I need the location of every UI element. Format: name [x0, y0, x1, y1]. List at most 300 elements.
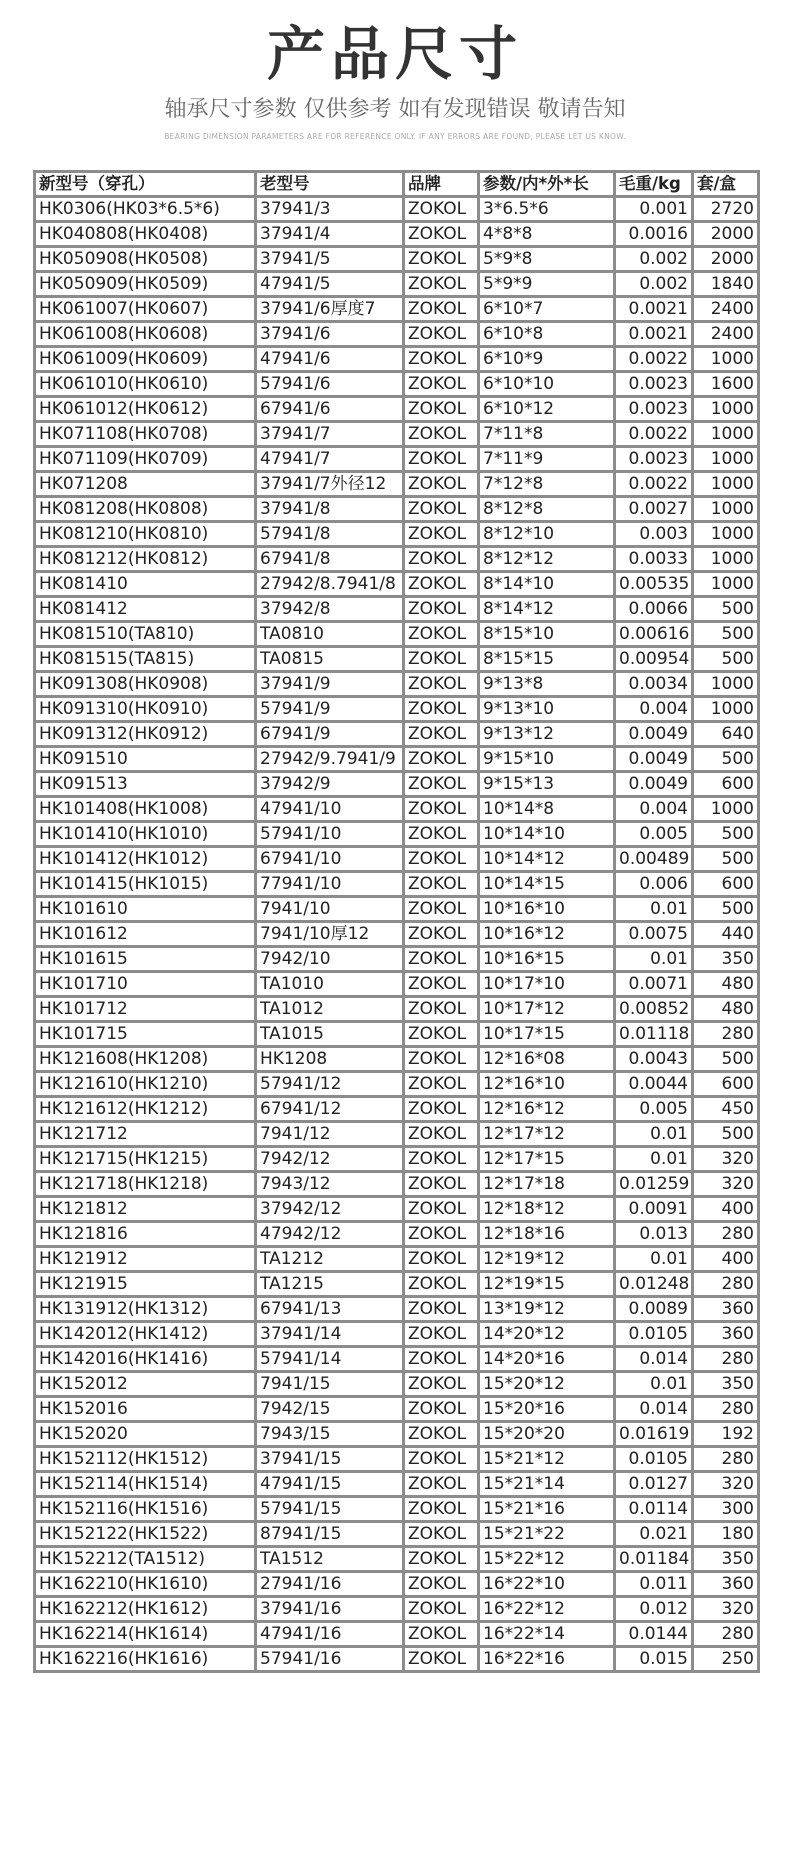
weight-cell: 0.0023: [615, 447, 693, 472]
weight-cell: 0.014: [615, 1347, 693, 1372]
brand-cell: ZOKOL: [404, 1372, 479, 1397]
dimensions-cell: 6*10*12: [479, 397, 615, 422]
dimensions-cell: 9*15*13: [479, 772, 615, 797]
brand-cell: ZOKOL: [404, 1597, 479, 1622]
weight-cell: 0.004: [615, 697, 693, 722]
old-model-cell: 37941/6: [256, 322, 404, 347]
new-model-cell: HK101612: [35, 922, 256, 947]
old-model-cell: TA0815: [256, 647, 404, 672]
table-row: [35, 497, 759, 522]
new-model-cell: HK121915: [35, 1272, 256, 1297]
new-model-cell: HK101712: [35, 997, 256, 1022]
pack-qty-cell: 450: [693, 1097, 759, 1122]
old-model-cell: 57941/10: [256, 822, 404, 847]
dimensions-cell: 12*17*12: [479, 1122, 615, 1147]
weight-cell: 0.00852: [615, 997, 693, 1022]
table-row: [35, 1172, 759, 1197]
old-model-cell: 47941/5: [256, 272, 404, 297]
dimensions-cell: 13*19*12: [479, 1297, 615, 1322]
brand-cell: ZOKOL: [404, 447, 479, 472]
brand-cell: ZOKOL: [404, 922, 479, 947]
table-row: [35, 1047, 759, 1072]
dimensions-cell: 9*15*10: [479, 747, 615, 772]
table-header-row: [35, 172, 759, 197]
weight-cell: 0.0022: [615, 472, 693, 497]
brand-cell: ZOKOL: [404, 722, 479, 747]
dimensions-cell: 8*15*10: [479, 622, 615, 647]
pack-qty-cell: 192: [693, 1422, 759, 1447]
table-row: [35, 922, 759, 947]
old-model-cell: 57941/16: [256, 1647, 404, 1672]
weight-cell: 0.012: [615, 1597, 693, 1622]
page-title: 产品尺寸: [266, 20, 523, 88]
old-model-cell: TA1512: [256, 1547, 404, 1572]
dimensions-cell: 3*6.5*6: [479, 197, 615, 222]
old-model-cell: TA1215: [256, 1272, 404, 1297]
old-model-cell: 47942/12: [256, 1222, 404, 1247]
dimensions-cell: 10*16*12: [479, 922, 615, 947]
pack-qty-cell: 500: [693, 747, 759, 772]
old-model-cell: 37941/7外径12: [256, 472, 404, 497]
dimensions-cell: 16*22*16: [479, 1647, 615, 1672]
new-model-cell: HK061007(HK0607): [35, 297, 256, 322]
table-row: [35, 197, 759, 222]
new-model-cell: HK081212(HK0812): [35, 547, 256, 572]
new-model-cell: HK121718(HK1218): [35, 1172, 256, 1197]
old-model-cell: 7943/15: [256, 1422, 404, 1447]
pack-qty-cell: 600: [693, 872, 759, 897]
weight-cell: 0.0034: [615, 672, 693, 697]
table-row: [35, 1122, 759, 1147]
pack-qty-cell: 1000: [693, 422, 759, 447]
weight-cell: 0.002: [615, 272, 693, 297]
table-row: [35, 447, 759, 472]
weight-cell: 0.0049: [615, 772, 693, 797]
brand-cell: ZOKOL: [404, 1072, 479, 1097]
dimensions-cell: 10*14*15: [479, 872, 615, 897]
pack-qty-cell: 360: [693, 1572, 759, 1597]
weight-cell: 0.0023: [615, 397, 693, 422]
brand-cell: ZOKOL: [404, 1297, 479, 1322]
table-row: [35, 647, 759, 672]
col-header-new-model: 新型号（穿孔）: [35, 172, 256, 197]
pack-qty-cell: 2400: [693, 297, 759, 322]
new-model-cell: HK152122(HK1522): [35, 1522, 256, 1547]
pack-qty-cell: 1840: [693, 272, 759, 297]
old-model-cell: 67941/13: [256, 1297, 404, 1322]
table-row: [35, 847, 759, 872]
table-row: [35, 1422, 759, 1447]
brand-cell: ZOKOL: [404, 1247, 479, 1272]
old-model-cell: HK1208: [256, 1047, 404, 1072]
dimensions-cell: 10*16*15: [479, 947, 615, 972]
table-row: [35, 1397, 759, 1422]
new-model-cell: HK0306(HK03*6.5*6): [35, 197, 256, 222]
new-model-cell: HK061010(HK0610): [35, 372, 256, 397]
new-model-cell: HK152112(HK1512): [35, 1447, 256, 1472]
old-model-cell: TA1015: [256, 1022, 404, 1047]
weight-cell: 0.004: [615, 797, 693, 822]
dimensions-cell: 10*17*10: [479, 972, 615, 997]
table-row: [35, 397, 759, 422]
table-row: [35, 1297, 759, 1322]
table-row: [35, 997, 759, 1022]
old-model-cell: 47941/6: [256, 347, 404, 372]
new-model-cell: HK121612(HK1212): [35, 1097, 256, 1122]
old-model-cell: 37941/3: [256, 197, 404, 222]
table-row: [35, 1447, 759, 1472]
table-row: [35, 1372, 759, 1397]
table-row: [35, 297, 759, 322]
pack-qty-cell: 1000: [693, 797, 759, 822]
new-model-cell: HK101408(HK1008): [35, 797, 256, 822]
brand-cell: ZOKOL: [404, 322, 479, 347]
new-model-cell: HK071109(HK0709): [35, 447, 256, 472]
old-model-cell: 37941/8: [256, 497, 404, 522]
table-row: [35, 272, 759, 297]
dimensions-cell: 12*19*12: [479, 1247, 615, 1272]
col-header-old-model: 老型号: [256, 172, 404, 197]
pack-qty-cell: 280: [693, 1397, 759, 1422]
dimensions-cell: 5*9*9: [479, 272, 615, 297]
weight-cell: 0.00489: [615, 847, 693, 872]
table-row: [35, 372, 759, 397]
weight-cell: 0.0075: [615, 922, 693, 947]
dimensions-cell: 12*17*15: [479, 1147, 615, 1172]
dimensions-cell: 6*10*8: [479, 322, 615, 347]
old-model-cell: 37941/14: [256, 1322, 404, 1347]
dimensions-cell: 12*16*12: [479, 1097, 615, 1122]
dimensions-cell: 7*12*8: [479, 472, 615, 497]
pack-qty-cell: 400: [693, 1197, 759, 1222]
brand-cell: ZOKOL: [404, 1497, 479, 1522]
brand-cell: ZOKOL: [404, 1522, 479, 1547]
brand-cell: ZOKOL: [404, 1422, 479, 1447]
brand-cell: ZOKOL: [404, 347, 479, 372]
old-model-cell: 37941/15: [256, 1447, 404, 1472]
table-row: [35, 1497, 759, 1522]
pack-qty-cell: 1000: [693, 347, 759, 372]
brand-cell: ZOKOL: [404, 372, 479, 397]
table-row: [35, 947, 759, 972]
brand-cell: ZOKOL: [404, 622, 479, 647]
brand-cell: ZOKOL: [404, 1272, 479, 1297]
brand-cell: ZOKOL: [404, 272, 479, 297]
old-model-cell: 57941/14: [256, 1347, 404, 1372]
new-model-cell: HK091308(HK0908): [35, 672, 256, 697]
new-model-cell: HK152020: [35, 1422, 256, 1447]
table-row: [35, 1647, 759, 1672]
pack-qty-cell: 1000: [693, 522, 759, 547]
new-model-cell: HK121816: [35, 1222, 256, 1247]
brand-cell: ZOKOL: [404, 1472, 479, 1497]
pack-qty-cell: 500: [693, 847, 759, 872]
pack-qty-cell: 320: [693, 1472, 759, 1497]
dimensions-cell: 15*21*16: [479, 1497, 615, 1522]
pack-qty-cell: 280: [693, 1347, 759, 1372]
old-model-cell: 37941/6厚度7: [256, 297, 404, 322]
old-model-cell: 7942/10: [256, 947, 404, 972]
dimensions-cell: 12*16*10: [479, 1072, 615, 1097]
dimensions-cell: 12*17*18: [479, 1172, 615, 1197]
weight-cell: 0.005: [615, 822, 693, 847]
table-row: [35, 1522, 759, 1547]
pack-qty-cell: 320: [693, 1172, 759, 1197]
weight-cell: 0.0105: [615, 1447, 693, 1472]
brand-cell: ZOKOL: [404, 972, 479, 997]
old-model-cell: 7942/15: [256, 1397, 404, 1422]
old-model-cell: 7941/10: [256, 897, 404, 922]
brand-cell: ZOKOL: [404, 697, 479, 722]
new-model-cell: HK121712: [35, 1122, 256, 1147]
weight-cell: 0.0021: [615, 322, 693, 347]
pack-qty-cell: 1600: [693, 372, 759, 397]
dimensions-cell: 8*12*10: [479, 522, 615, 547]
col-header-weight: 毛重/kg: [615, 172, 693, 197]
new-model-cell: HK071108(HK0708): [35, 422, 256, 447]
brand-cell: ZOKOL: [404, 647, 479, 672]
old-model-cell: 77941/10: [256, 872, 404, 897]
new-model-cell: HK121912: [35, 1247, 256, 1272]
weight-cell: 0.01: [615, 1147, 693, 1172]
weight-cell: 0.01: [615, 1247, 693, 1272]
table-row: [35, 1347, 759, 1372]
brand-cell: ZOKOL: [404, 1222, 479, 1247]
dimensions-cell: 10*14*12: [479, 847, 615, 872]
dimensions-cell: 16*22*12: [479, 1597, 615, 1622]
table-row: [35, 1197, 759, 1222]
bearing-spec-table: [33, 170, 760, 1673]
dimensions-cell: 16*22*14: [479, 1622, 615, 1647]
new-model-cell: HK101615: [35, 947, 256, 972]
pack-qty-cell: 350: [693, 947, 759, 972]
dimensions-cell: 8*12*8: [479, 497, 615, 522]
pack-qty-cell: 500: [693, 897, 759, 922]
weight-cell: 0.011: [615, 1572, 693, 1597]
brand-cell: ZOKOL: [404, 822, 479, 847]
table-row: [35, 547, 759, 572]
weight-cell: 0.0022: [615, 347, 693, 372]
brand-cell: ZOKOL: [404, 1397, 479, 1422]
dimensions-cell: 8*15*15: [479, 647, 615, 672]
new-model-cell: HK101610: [35, 897, 256, 922]
dimensions-cell: 10*16*10: [479, 897, 615, 922]
pack-qty-cell: 350: [693, 1547, 759, 1572]
weight-cell: 0.003: [615, 522, 693, 547]
weight-cell: 0.0049: [615, 722, 693, 747]
dimensions-cell: 15*22*12: [479, 1547, 615, 1572]
dimensions-cell: 6*10*9: [479, 347, 615, 372]
old-model-cell: 57941/12: [256, 1072, 404, 1097]
weight-cell: 0.01: [615, 1372, 693, 1397]
weight-cell: 0.0105: [615, 1322, 693, 1347]
new-model-cell: HK061009(HK0609): [35, 347, 256, 372]
brand-cell: ZOKOL: [404, 872, 479, 897]
pack-qty-cell: 440: [693, 922, 759, 947]
brand-cell: ZOKOL: [404, 597, 479, 622]
dimensions-cell: 7*11*9: [479, 447, 615, 472]
pack-qty-cell: 320: [693, 1147, 759, 1172]
col-header-dimensions: 参数/内*外*长: [479, 172, 615, 197]
weight-cell: 0.0016: [615, 222, 693, 247]
dimensions-cell: 16*22*10: [479, 1572, 615, 1597]
new-model-cell: HK101415(HK1015): [35, 872, 256, 897]
dimensions-cell: 10*14*10: [479, 822, 615, 847]
pack-qty-cell: 500: [693, 822, 759, 847]
table-row: [35, 672, 759, 697]
pack-qty-cell: 2000: [693, 247, 759, 272]
pack-qty-cell: 360: [693, 1322, 759, 1347]
table-row: [35, 1572, 759, 1597]
old-model-cell: 37941/5: [256, 247, 404, 272]
dimensions-cell: 9*13*12: [479, 722, 615, 747]
dimensions-cell: 12*19*15: [479, 1272, 615, 1297]
weight-cell: 0.005: [615, 1097, 693, 1122]
weight-cell: 0.0066: [615, 597, 693, 622]
dimensions-cell: 12*18*12: [479, 1197, 615, 1222]
new-model-cell: HK081210(HK0810): [35, 522, 256, 547]
brand-cell: ZOKOL: [404, 672, 479, 697]
weight-cell: 0.01: [615, 1122, 693, 1147]
weight-cell: 0.013: [615, 1222, 693, 1247]
table-row: [35, 797, 759, 822]
new-model-cell: HK050908(HK0508): [35, 247, 256, 272]
table-row: [35, 1622, 759, 1647]
dimensions-cell: 15*21*22: [479, 1522, 615, 1547]
weight-cell: 0.01248: [615, 1272, 693, 1297]
dimensions-cell: 7*11*8: [479, 422, 615, 447]
old-model-cell: 67941/9: [256, 722, 404, 747]
table-row: [35, 472, 759, 497]
pack-qty-cell: 2400: [693, 322, 759, 347]
pack-qty-cell: 280: [693, 1272, 759, 1297]
weight-cell: 0.01: [615, 897, 693, 922]
old-model-cell: 37942/9: [256, 772, 404, 797]
weight-cell: 0.002: [615, 247, 693, 272]
pack-qty-cell: 250: [693, 1647, 759, 1672]
dimensions-cell: 8*14*10: [479, 572, 615, 597]
pack-qty-cell: 1000: [693, 572, 759, 597]
old-model-cell: 37941/4: [256, 222, 404, 247]
pack-qty-cell: 1000: [693, 697, 759, 722]
table-row: [35, 772, 759, 797]
brand-cell: ZOKOL: [404, 1347, 479, 1372]
new-model-cell: HK101710: [35, 972, 256, 997]
old-model-cell: 67941/8: [256, 547, 404, 572]
pack-qty-cell: 280: [693, 1447, 759, 1472]
brand-cell: ZOKOL: [404, 497, 479, 522]
table-row: [35, 822, 759, 847]
new-model-cell: HK050909(HK0509): [35, 272, 256, 297]
table-row: [35, 1147, 759, 1172]
table-row: [35, 1247, 759, 1272]
old-model-cell: 7942/12: [256, 1147, 404, 1172]
new-model-cell: HK061012(HK0612): [35, 397, 256, 422]
pack-qty-cell: 400: [693, 1247, 759, 1272]
new-model-cell: HK131912(HK1312): [35, 1297, 256, 1322]
weight-cell: 0.014: [615, 1397, 693, 1422]
new-model-cell: HK081410: [35, 572, 256, 597]
weight-cell: 0.0027: [615, 497, 693, 522]
weight-cell: 0.0114: [615, 1497, 693, 1522]
dimensions-cell: 15*20*20: [479, 1422, 615, 1447]
pack-qty-cell: 280: [693, 1622, 759, 1647]
weight-cell: 0.00616: [615, 622, 693, 647]
old-model-cell: TA1212: [256, 1247, 404, 1272]
dimensions-cell: 15*21*12: [479, 1447, 615, 1472]
old-model-cell: 37941/9: [256, 672, 404, 697]
old-model-cell: 67941/6: [256, 397, 404, 422]
new-model-cell: HK121812: [35, 1197, 256, 1222]
old-model-cell: 57941/9: [256, 697, 404, 722]
pack-qty-cell: 500: [693, 597, 759, 622]
new-model-cell: HK081510(TA810): [35, 622, 256, 647]
pack-qty-cell: 360: [693, 1297, 759, 1322]
new-model-cell: HK091510: [35, 747, 256, 772]
old-model-cell: 7943/12: [256, 1172, 404, 1197]
brand-cell: ZOKOL: [404, 297, 479, 322]
table-row: [35, 697, 759, 722]
new-model-cell: HK162212(HK1612): [35, 1597, 256, 1622]
old-model-cell: 87941/15: [256, 1522, 404, 1547]
brand-cell: ZOKOL: [404, 572, 479, 597]
dimensions-cell: 10*17*15: [479, 1022, 615, 1047]
pack-qty-cell: 280: [693, 1022, 759, 1047]
weight-cell: 0.0071: [615, 972, 693, 997]
weight-cell: 0.0023: [615, 372, 693, 397]
new-model-cell: HK152016: [35, 1397, 256, 1422]
weight-cell: 0.001: [615, 197, 693, 222]
table-row: [35, 972, 759, 997]
brand-cell: ZOKOL: [404, 247, 479, 272]
brand-cell: ZOKOL: [404, 1447, 479, 1472]
new-model-cell: HK101412(HK1012): [35, 847, 256, 872]
table-row: [35, 422, 759, 447]
pack-qty-cell: 1000: [693, 497, 759, 522]
new-model-cell: HK101410(HK1010): [35, 822, 256, 847]
new-model-cell: HK152012: [35, 1372, 256, 1397]
brand-cell: ZOKOL: [404, 472, 479, 497]
pack-qty-cell: 500: [693, 1122, 759, 1147]
dimensions-cell: 15*20*16: [479, 1397, 615, 1422]
dimensions-cell: 10*17*12: [479, 997, 615, 1022]
new-model-cell: HK081208(HK0808): [35, 497, 256, 522]
table-row: [35, 1547, 759, 1572]
dimensions-cell: 8*14*12: [479, 597, 615, 622]
weight-cell: 0.021: [615, 1522, 693, 1547]
brand-cell: ZOKOL: [404, 772, 479, 797]
brand-cell: ZOKOL: [404, 797, 479, 822]
table-row: [35, 222, 759, 247]
old-model-cell: 47941/10: [256, 797, 404, 822]
old-model-cell: 47941/16: [256, 1622, 404, 1647]
weight-cell: 0.0033: [615, 547, 693, 572]
old-model-cell: 37941/16: [256, 1597, 404, 1622]
brand-cell: ZOKOL: [404, 1097, 479, 1122]
english-disclaimer: BEARING DIMENSION PARAMETERS ARE FOR REFERENCE ONLY. IF ANY ERRORS ARE FOUND, PLEASE LET US KNOW.: [164, 132, 626, 141]
dimensions-cell: 10*14*8: [479, 797, 615, 822]
pack-qty-cell: 300: [693, 1497, 759, 1522]
new-model-cell: HK152116(HK1516): [35, 1497, 256, 1522]
pack-qty-cell: 2000: [693, 222, 759, 247]
weight-cell: 0.0043: [615, 1047, 693, 1072]
table-row: [35, 1322, 759, 1347]
brand-cell: ZOKOL: [404, 1197, 479, 1222]
dimensions-cell: 6*10*10: [479, 372, 615, 397]
pack-qty-cell: 500: [693, 647, 759, 672]
weight-cell: 0.01: [615, 947, 693, 972]
table-row: [35, 572, 759, 597]
